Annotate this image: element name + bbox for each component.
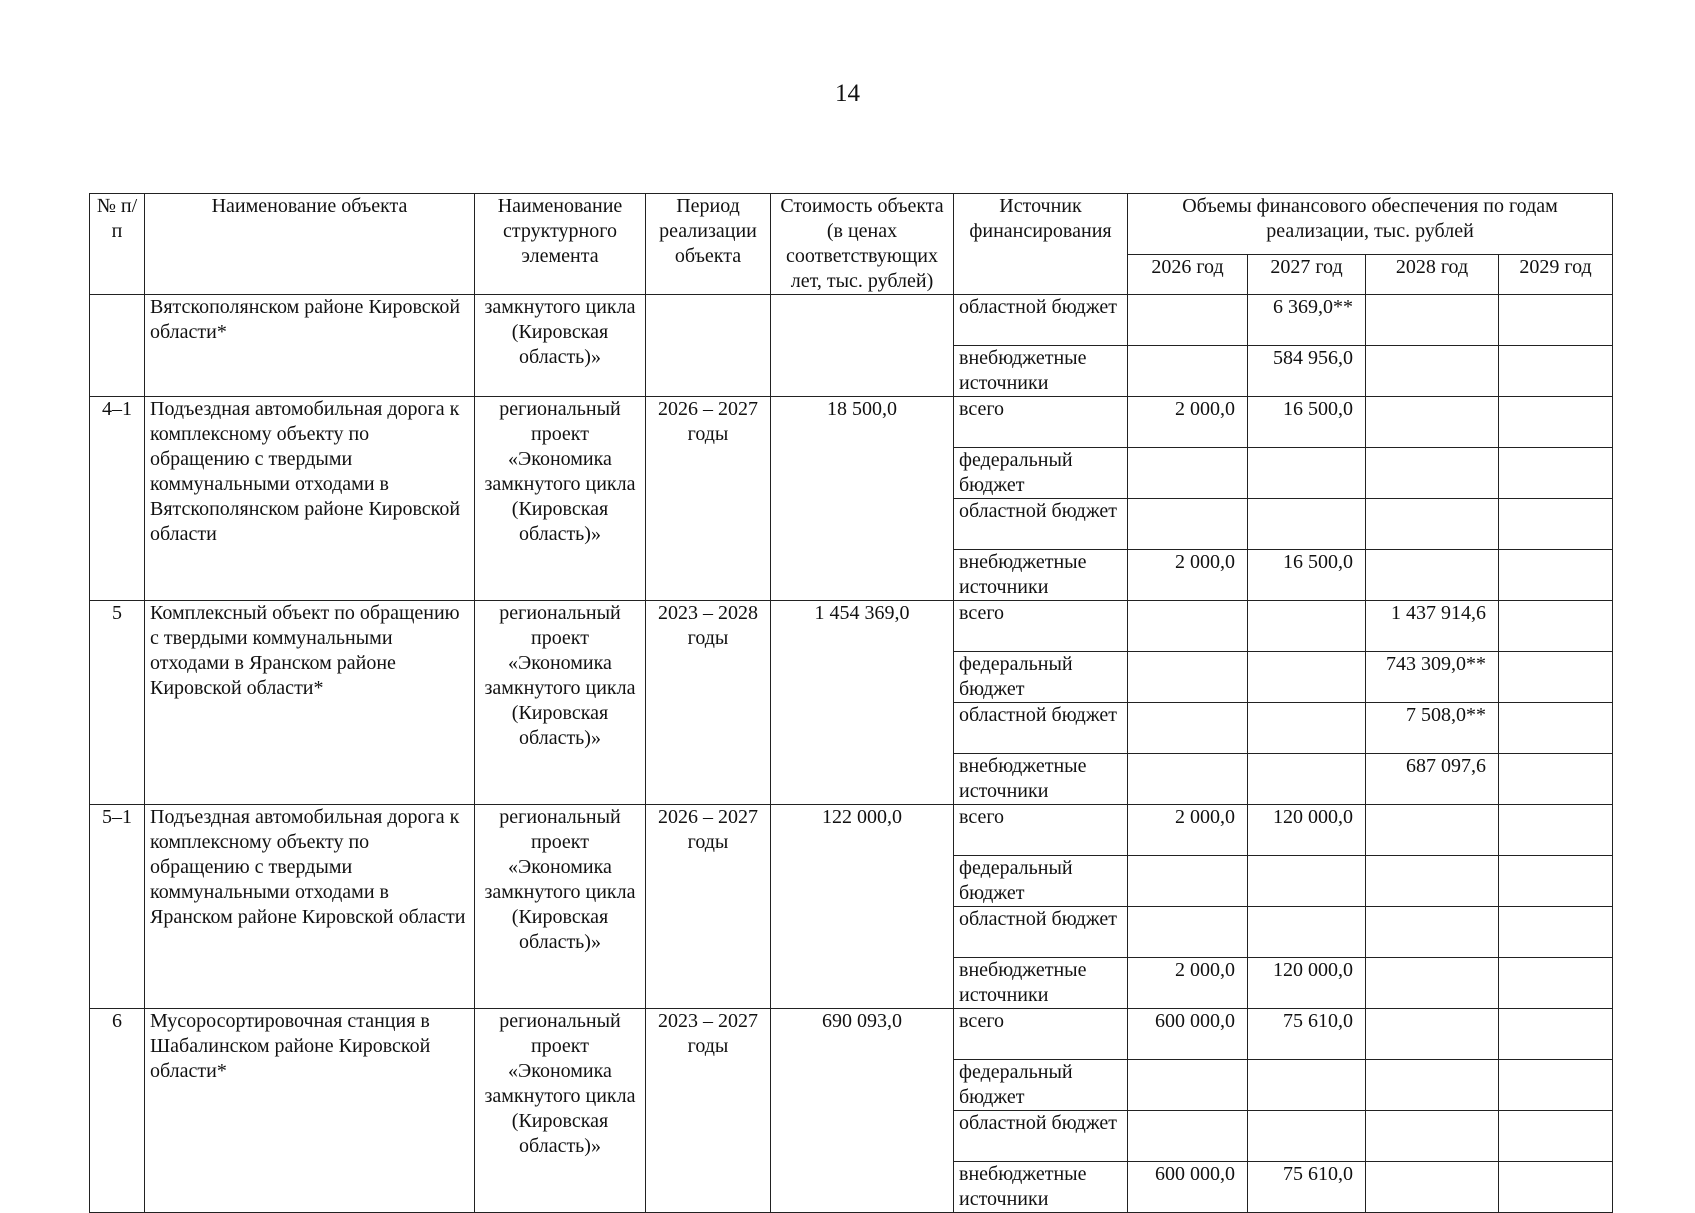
row-number: 4–1 <box>90 397 145 601</box>
table-row <box>90 805 1613 856</box>
amount-2029 <box>1499 1111 1613 1162</box>
structural-element: замкнутого цикла (Кировская область)» <box>475 295 646 397</box>
amount-2028 <box>1366 448 1499 499</box>
table-row <box>90 397 1613 448</box>
object-name: Подъездная автомобильная дорога к комплексному объекту по обращению с твердыми коммунальными отходами в Яранском районе Кировской области <box>145 805 475 1009</box>
funding-source: федеральный бюджет <box>954 652 1128 703</box>
implementation-period: 2026 – 2027 годы <box>646 397 771 601</box>
amount-2027 <box>1248 652 1366 703</box>
amount-2027 <box>1248 448 1366 499</box>
header-year-2026: 2026 год <box>1128 255 1248 295</box>
object-name: Подъездная автомобильная дорога к комплексному объекту по обращению с твердыми коммунальными отходами в Вятскополянском районе Кировской области <box>145 397 475 601</box>
implementation-period: 2023 – 2027 годы <box>646 1009 771 1213</box>
amount-2027 <box>1248 754 1366 805</box>
table-row <box>90 295 1613 346</box>
header-row <box>90 194 1613 255</box>
amount-2028 <box>1366 499 1499 550</box>
funding-source: федеральный бюджет <box>954 1060 1128 1111</box>
amount-2027 <box>1248 1060 1366 1111</box>
header-period: Период реализации объекта <box>646 194 771 295</box>
amount-2026 <box>1128 448 1248 499</box>
amount-2028 <box>1366 856 1499 907</box>
amount-2029 <box>1499 499 1613 550</box>
funding-source: внебюджетные источники <box>954 1162 1128 1213</box>
amount-2029 <box>1499 448 1613 499</box>
amount-2028 <box>1366 1060 1499 1111</box>
amount-2029 <box>1499 754 1613 805</box>
header-name: Наименование объекта <box>145 194 475 295</box>
funding-source: внебюджетные источники <box>954 958 1128 1009</box>
amount-2029 <box>1499 550 1613 601</box>
object-name: Вятскополянском районе Кировской области* <box>145 295 475 397</box>
amount-2027: 16 500,0 <box>1248 550 1366 601</box>
header-year-2028: 2028 год <box>1366 255 1499 295</box>
amount-2029 <box>1499 652 1613 703</box>
amount-2029 <box>1499 346 1613 397</box>
amount-2028 <box>1366 346 1499 397</box>
amount-2027: 16 500,0 <box>1248 397 1366 448</box>
amount-2028 <box>1366 1162 1499 1213</box>
header-cost: Стоимость объекта (в ценах соответствующих лет, тыс. рублей) <box>771 194 954 295</box>
amount-2029 <box>1499 907 1613 958</box>
row-number <box>90 295 145 397</box>
amount-2027 <box>1248 1111 1366 1162</box>
amount-2028 <box>1366 1009 1499 1060</box>
amount-2026 <box>1128 1111 1248 1162</box>
amount-2027: 6 369,0** <box>1248 295 1366 346</box>
row-number: 5 <box>90 601 145 805</box>
table-body <box>90 295 1613 1213</box>
amount-2029 <box>1499 1009 1613 1060</box>
funding-source: всего <box>954 601 1128 652</box>
row-number: 5–1 <box>90 805 145 1009</box>
funding-source: внебюджетные источники <box>954 550 1128 601</box>
amount-2028 <box>1366 550 1499 601</box>
amount-2027 <box>1248 703 1366 754</box>
object-name: Мусоросортировочная станция в Шабалинском районе Кировской области* <box>145 1009 475 1213</box>
funding-source: федеральный бюджет <box>954 856 1128 907</box>
amount-2029 <box>1499 805 1613 856</box>
amount-2027: 75 610,0 <box>1248 1162 1366 1213</box>
implementation-period <box>646 295 771 397</box>
header-volumes: Объемы финансового обеспечения по годам реализации, тыс. рублей <box>1128 194 1613 255</box>
amount-2027 <box>1248 856 1366 907</box>
funding-source: федеральный бюджет <box>954 448 1128 499</box>
amount-2029 <box>1499 1162 1613 1213</box>
table-row <box>90 601 1613 652</box>
funding-source: областной бюджет <box>954 295 1128 346</box>
object-cost: 690 093,0 <box>771 1009 954 1213</box>
structural-element: региональный проект «Экономика замкнутого цикла (Кировская область)» <box>475 805 646 1009</box>
amount-2026 <box>1128 703 1248 754</box>
amount-2029 <box>1499 601 1613 652</box>
amount-2027: 120 000,0 <box>1248 805 1366 856</box>
amount-2026 <box>1128 652 1248 703</box>
amount-2028: 7 508,0** <box>1366 703 1499 754</box>
object-cost: 122 000,0 <box>771 805 954 1009</box>
amount-2028 <box>1366 958 1499 1009</box>
amount-2029 <box>1499 703 1613 754</box>
amount-2027: 120 000,0 <box>1248 958 1366 1009</box>
structural-element: региональный проект «Экономика замкнутого цикла (Кировская область)» <box>475 601 646 805</box>
amount-2028 <box>1366 805 1499 856</box>
amount-2029 <box>1499 295 1613 346</box>
amount-2026 <box>1128 1060 1248 1111</box>
amount-2029 <box>1499 1060 1613 1111</box>
row-number: 6 <box>90 1009 145 1213</box>
header-num: № п/п <box>90 194 145 295</box>
funding-source: внебюджетные источники <box>954 346 1128 397</box>
amount-2028 <box>1366 295 1499 346</box>
amount-2026 <box>1128 346 1248 397</box>
amount-2028 <box>1366 907 1499 958</box>
amount-2028: 743 309,0** <box>1366 652 1499 703</box>
amount-2026 <box>1128 907 1248 958</box>
object-cost: 18 500,0 <box>771 397 954 601</box>
object-cost: 1 454 369,0 <box>771 601 954 805</box>
amount-2026: 2 000,0 <box>1128 805 1248 856</box>
amount-2027: 75 610,0 <box>1248 1009 1366 1060</box>
header-year-2029: 2029 год <box>1499 255 1613 295</box>
amount-2026 <box>1128 754 1248 805</box>
structural-element: региональный проект «Экономика замкнутого цикла (Кировская область)» <box>475 1009 646 1213</box>
object-cost <box>771 295 954 397</box>
amount-2028: 687 097,6 <box>1366 754 1499 805</box>
amount-2028: 1 437 914,6 <box>1366 601 1499 652</box>
table-row <box>90 1009 1613 1060</box>
header-year-2027: 2027 год <box>1248 255 1366 295</box>
amount-2026: 2 000,0 <box>1128 397 1248 448</box>
financing-table <box>89 193 1613 1213</box>
amount-2026: 600 000,0 <box>1128 1009 1248 1060</box>
header-structure: Наименование структурного элемента <box>475 194 646 295</box>
amount-2027: 584 956,0 <box>1248 346 1366 397</box>
funding-source: всего <box>954 397 1128 448</box>
amount-2029 <box>1499 856 1613 907</box>
page-number: 14 <box>835 80 860 107</box>
amount-2026 <box>1128 499 1248 550</box>
amount-2026: 2 000,0 <box>1128 958 1248 1009</box>
amount-2026 <box>1128 601 1248 652</box>
amount-2027 <box>1248 499 1366 550</box>
implementation-period: 2023 – 2028 годы <box>646 601 771 805</box>
amount-2027 <box>1248 601 1366 652</box>
amount-2028 <box>1366 397 1499 448</box>
funding-source: областной бюджет <box>954 499 1128 550</box>
object-name: Комплексный объект по обращению с твердыми коммунальными отходами в Яранском районе Кировской области* <box>145 601 475 805</box>
amount-2029 <box>1499 958 1613 1009</box>
amount-2026: 2 000,0 <box>1128 550 1248 601</box>
amount-2028 <box>1366 1111 1499 1162</box>
funding-source: областной бюджет <box>954 907 1128 958</box>
amount-2027 <box>1248 907 1366 958</box>
funding-source: внебюджетные источники <box>954 754 1128 805</box>
funding-source: всего <box>954 805 1128 856</box>
amount-2026 <box>1128 856 1248 907</box>
header-source: Источник финансирования <box>954 194 1128 295</box>
implementation-period: 2026 – 2027 годы <box>646 805 771 1009</box>
amount-2026: 600 000,0 <box>1128 1162 1248 1213</box>
structural-element: региональный проект «Экономика замкнутого цикла (Кировская область)» <box>475 397 646 601</box>
funding-source: областной бюджет <box>954 703 1128 754</box>
amount-2026 <box>1128 295 1248 346</box>
amount-2029 <box>1499 397 1613 448</box>
funding-source: всего <box>954 1009 1128 1060</box>
funding-source: областной бюджет <box>954 1111 1128 1162</box>
